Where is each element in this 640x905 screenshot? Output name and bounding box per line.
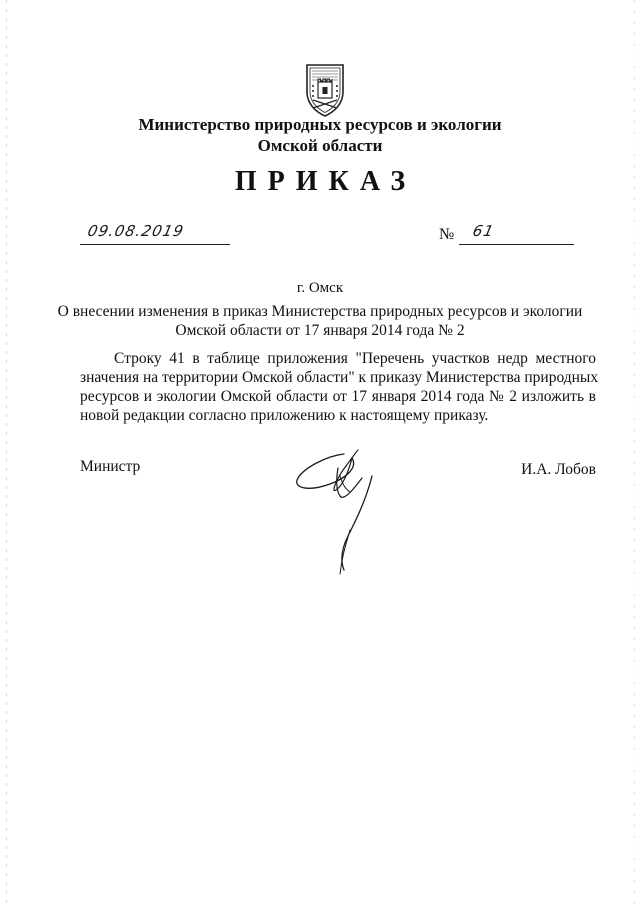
city-line: г. Омск bbox=[296, 280, 344, 296]
number-field bbox=[459, 220, 574, 245]
ministry-name: Министерство природных ресурсов и экологии bbox=[138, 115, 502, 134]
body-line-3: ресурсов и экологии Омской области от 17 января 2014 года № 2 изложить в bbox=[80, 388, 596, 405]
signature-icon bbox=[286, 446, 386, 586]
date-field bbox=[80, 220, 230, 245]
date-value: 09.08.2019 bbox=[86, 222, 186, 240]
coat-of-arms-icon bbox=[303, 62, 347, 118]
number-value: 61 bbox=[471, 222, 497, 240]
signer-name: И.А. Лобов bbox=[521, 461, 596, 478]
body-line-1: Строку 41 в таблице приложения "Перечень участков недр местного bbox=[114, 350, 596, 367]
document-type-title: ПРИКАЗ bbox=[234, 166, 417, 197]
subject-line-2: Омской области от 17 января 2014 года № 2 bbox=[175, 322, 465, 339]
body-line-4: новой редакции согласно приложению к настоящему приказу. bbox=[80, 407, 489, 424]
number-label: № bbox=[439, 226, 455, 243]
subject-line-1: О внесении изменения в приказ Министерства природных ресурсов и экологии bbox=[57, 303, 583, 320]
body-line-2: значения на территории Омской области" к приказу Министерства природных bbox=[80, 369, 599, 386]
ministry-region: Омской области bbox=[257, 136, 383, 155]
signer-title: Министр bbox=[80, 458, 141, 475]
